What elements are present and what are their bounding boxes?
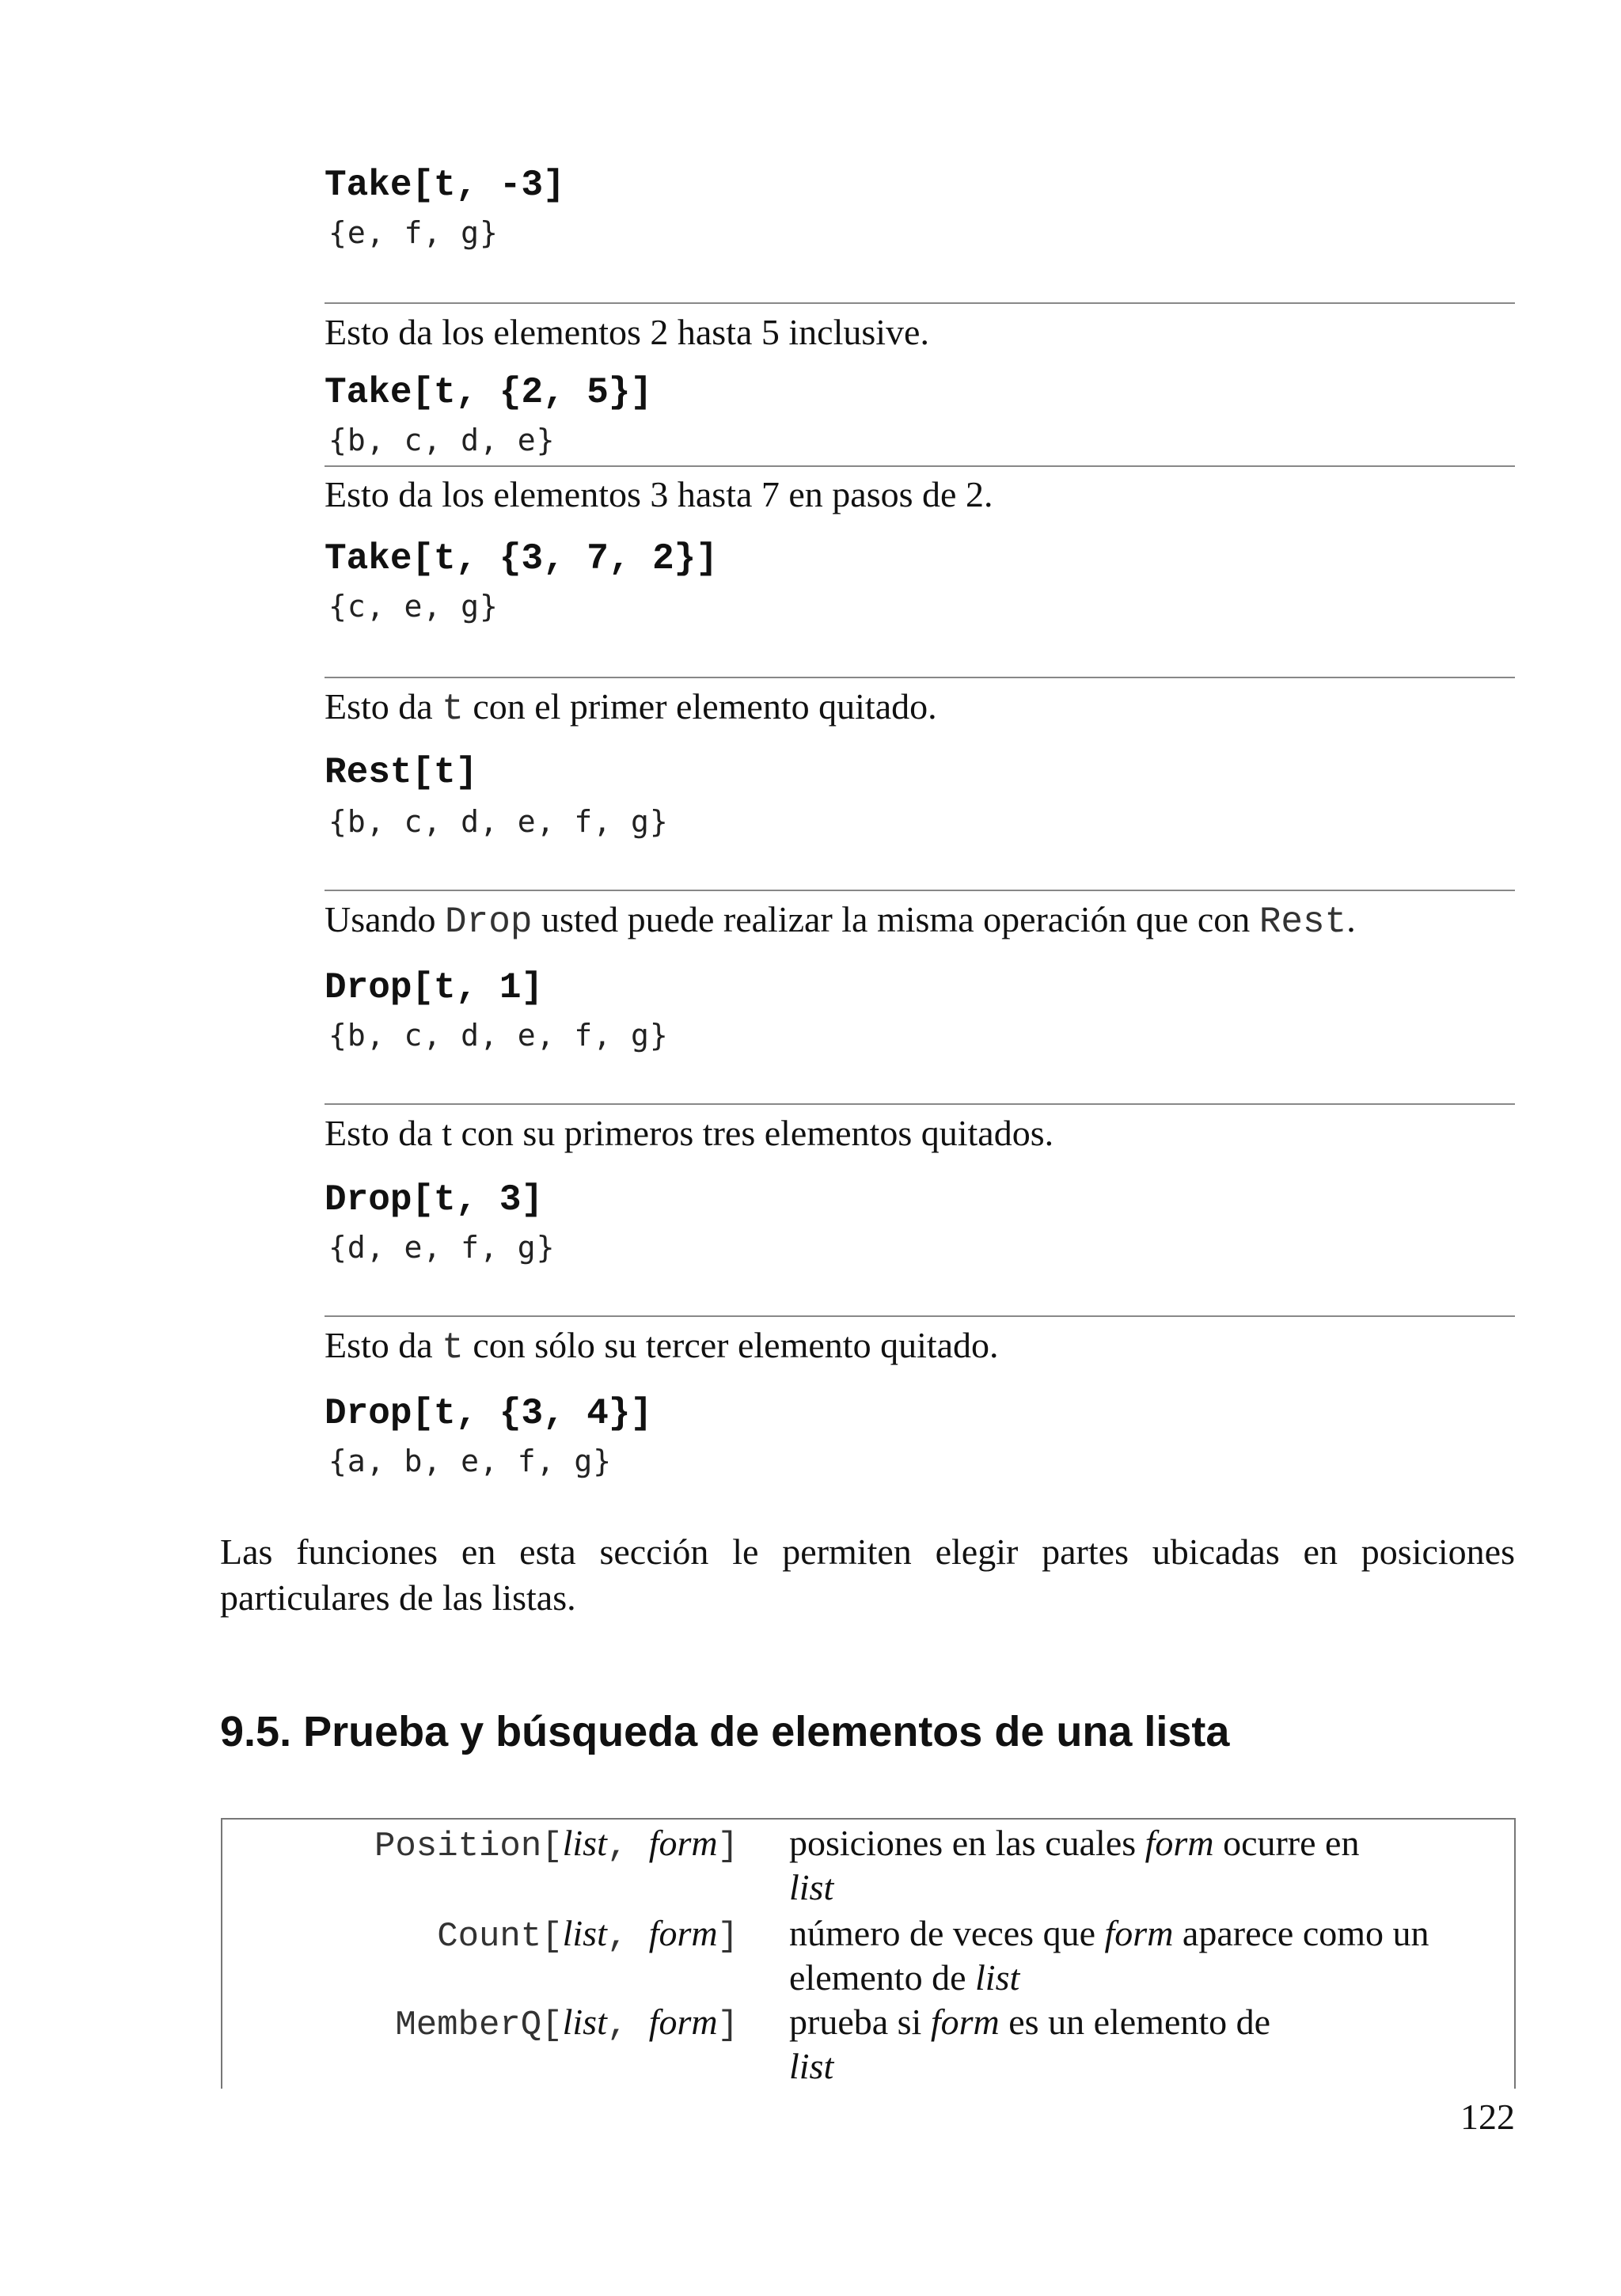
code-output: {b, c, d, e, f, g} <box>328 804 669 839</box>
inline-code: Drop <box>445 901 533 943</box>
table-description <box>789 2000 1501 2089</box>
code-input-take-step: Take[t, {3, 7, 2}] <box>325 538 718 579</box>
table-function-signature <box>327 2000 738 2047</box>
divider <box>325 465 1515 467</box>
page-number: 122 <box>1460 2097 1515 2137</box>
code-input-drop-one: Drop[t, 1] <box>325 967 544 1008</box>
text-span: Esto da <box>325 686 442 727</box>
text-span: elemento de <box>789 1957 976 1998</box>
function-name: MemberQ <box>395 2006 542 2045</box>
separator: , <box>606 1917 649 1956</box>
explanation-text <box>325 1324 999 1369</box>
divider <box>325 890 1515 891</box>
explanation-text: Esto da t con su primeros tres elementos quitados. <box>325 1113 1054 1153</box>
emphasis: form <box>1145 1823 1214 1863</box>
code-input-drop-range: Drop[t, {3, 4}] <box>325 1393 653 1434</box>
argument: form <box>648 1823 718 1863</box>
emphasis: form <box>930 2002 1000 2042</box>
text-span: . <box>1346 899 1356 939</box>
emphasis: list <box>789 2046 834 2086</box>
code-input-take-range: Take[t, {2, 5}] <box>325 372 653 413</box>
bracket: ] <box>717 1917 738 1956</box>
argument: list <box>562 1823 607 1863</box>
code-input-rest: Rest[t] <box>325 752 478 793</box>
bracket: ] <box>717 1827 738 1866</box>
text-span: prueba si <box>789 2002 931 2042</box>
bracket: [ <box>541 1827 563 1866</box>
section-heading: 9.5. Prueba y búsqueda de elementos de una lista <box>220 1708 1230 1755</box>
explanation-text <box>325 898 1356 943</box>
argument: list <box>562 1913 607 1953</box>
table-description <box>789 1821 1501 1910</box>
inline-code: t <box>442 689 464 730</box>
emphasis: form <box>1104 1913 1174 1953</box>
text-span: es un elemento de <box>999 2002 1271 2042</box>
table-function-signature <box>327 1821 738 1869</box>
table-function-signature <box>327 1911 738 1959</box>
code-output: {a, b, e, f, g} <box>328 1444 613 1478</box>
separator: , <box>606 2006 649 2045</box>
function-name: Position <box>374 1827 542 1866</box>
emphasis: list <box>975 1957 1020 1998</box>
argument: form <box>648 2002 718 2042</box>
inline-code: Rest <box>1258 901 1347 943</box>
divider <box>325 1315 1515 1317</box>
divider <box>325 1103 1515 1105</box>
code-input-take-negative: Take[t, -3] <box>325 165 565 206</box>
text-span: aparece como un <box>1173 1913 1429 1953</box>
text-span: Esto da <box>325 1325 442 1365</box>
code-output: {d, e, f, g} <box>328 1230 556 1265</box>
divider <box>325 677 1515 678</box>
text-span: posiciones en las cuales <box>789 1823 1145 1863</box>
text-span: número de veces que <box>789 1913 1105 1953</box>
text-span: usted puede realizar la misma operación que con <box>532 899 1259 939</box>
function-table <box>221 1818 1516 2089</box>
table-description <box>789 1911 1501 2000</box>
text-span: con el primer elemento quitado. <box>463 686 937 727</box>
explanation-text <box>325 685 937 731</box>
function-name: Count <box>437 1917 542 1956</box>
explanation-text: Esto da los elementos 3 hasta 7 en pasos de 2. <box>325 474 993 514</box>
code-output: {b, c, d, e, f, g} <box>328 1018 669 1053</box>
text-span: Usando <box>325 899 446 939</box>
code-input-drop-three: Drop[t, 3] <box>325 1179 544 1220</box>
explanation-text: Esto da los elementos 2 hasta 5 inclusive. <box>325 312 929 352</box>
divider <box>325 302 1515 304</box>
inline-code: t <box>442 1327 464 1368</box>
code-output: {e, f, g} <box>328 215 499 250</box>
bracket: [ <box>541 1917 563 1956</box>
argument: form <box>648 1913 718 1953</box>
bracket: [ <box>541 2006 563 2045</box>
emphasis: list <box>789 1867 834 1907</box>
argument: list <box>562 2002 607 2042</box>
separator: , <box>606 1827 649 1866</box>
text-span: ocurre en <box>1213 1823 1360 1863</box>
code-output: {b, c, d, e} <box>328 423 556 457</box>
body-paragraph: Las funciones en esta sección le permiten elegir partes ubicadas en posiciones particulares de las listas. <box>220 1531 1515 1618</box>
code-output: {c, e, g} <box>328 589 499 624</box>
bracket: ] <box>717 2006 738 2045</box>
text-span: con sólo su tercer elemento quitado. <box>463 1325 999 1365</box>
